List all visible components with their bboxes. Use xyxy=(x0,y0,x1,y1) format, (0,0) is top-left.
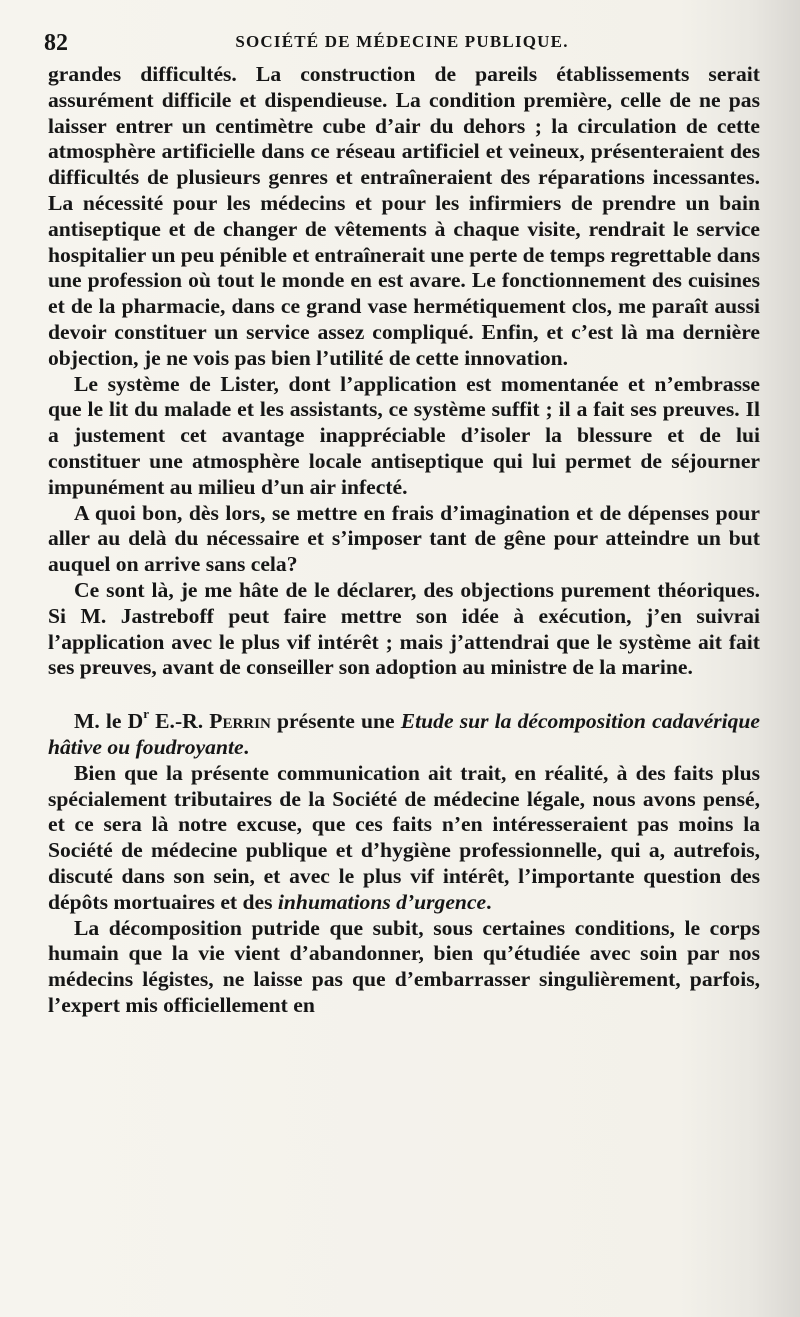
paragraph-decomposition: La décomposition putride que subit, sous certaines conditions, le corps humain que la vie vient d’abandonner, bien qu’étudiée avec soin par nos médecins légistes, ne laisse pas que d’embarrasser singulièrement, parfois, l’expert mis officiellement en xyxy=(48,915,760,1017)
section-gap xyxy=(48,681,760,709)
paragraph-bien-que xyxy=(48,761,760,916)
perrin-mid: présente une xyxy=(270,709,401,734)
inhumations-phrase: inhumations d’urgence xyxy=(277,889,487,914)
paragraph-lister: Le système de Lister, dont l’application est momentanée et n’embrasse que le lit du malade et les assistants, ce système suffit ; il a fait ses preuves. Il a justement cet avantage inappréciable d’isoler la blessure et de lui constituer une atmosphère locale antiseptique qui lui permet de séjourner impunément au milieu d’un air infecté. xyxy=(48,371,760,499)
doctor-superscript: r xyxy=(143,706,150,722)
bien-que-end: . xyxy=(486,889,492,914)
page-header xyxy=(44,26,760,60)
author-name: E.-R. Perrin xyxy=(155,709,271,734)
paragraph-continued: grandes difficultés. La construction de pareils établissements serait assurément difficile et dispendieuse. La condition première, celle de ne pas laisser entrer un centimètre cube d’air du dehors ; la circulation de cette atmosphère artificielle dans ce réseau artificiel et veineux, présenteraient des difficultés de plusieurs genres et entraîneraient des réparations incessantes. La nécessité pour les médecins et pour les infirmiers de prendre un bain antiseptique et de changer de vêtements à chaque visite, rendrait le service hospitalier un peu pénible et entraînerait une perte de temps regrettable dans une profession où tout le monde en est avare. Le fonctionnement des cuisines et de la pharmacie, dans ce grand vase hermétiquement clos, me paraît aussi devoir constituer un service assez compliqué. Enfin, et c’est là ma dernière objection, je ne vois pas bien l’utilité de cette innovation. xyxy=(48,62,760,370)
study-title: Etude sur la décomposition cadavérique hâtive ou foudroyante xyxy=(48,709,760,759)
page-number: 82 xyxy=(44,30,68,56)
perrin-end: . xyxy=(243,734,249,759)
paragraph-objections: Ce sont là, je me hâte de le déclarer, des objections purement théoriques. Si M. Jastreboff peut faire mettre son idée à exécution, j’en suivrai l’application avec le plus vif intérêt ; mais j’attendrai que le système ait fait ses preuves, avant de conseiller son adoption au ministre de la marine. xyxy=(48,577,760,680)
paragraph-a-quoi-bon: A quoi bon, dès lors, se mettre en frais d’imagination et de dépenses pour aller au delà du nécessaire et s’imposer tant de gêne pour atteindre un but auquel on arrive sans cela? xyxy=(48,500,760,577)
bien-que-text: Bien que la présente communication ait trait, en réalité, à des faits plus spécialement tributaires de la Société de médecine légale, nous avons pensé, et ce sera là notre excuse, que ces faits n’en intéresseraient pas moins la Société de médecine publique et d’hygiène professionnelle, qui a, autrefois, discuté dans son sein, et avec le plus vif intérêt, l’importante question des dépôts mortuaires et des xyxy=(48,760,760,914)
running-title: SOCIÉTÉ DE MÉDECINE PUBLIQUE. xyxy=(235,32,569,51)
body-text xyxy=(48,62,760,1019)
perrin-lead: M. le D xyxy=(74,709,144,734)
paragraph-perrin-intro xyxy=(48,706,760,761)
